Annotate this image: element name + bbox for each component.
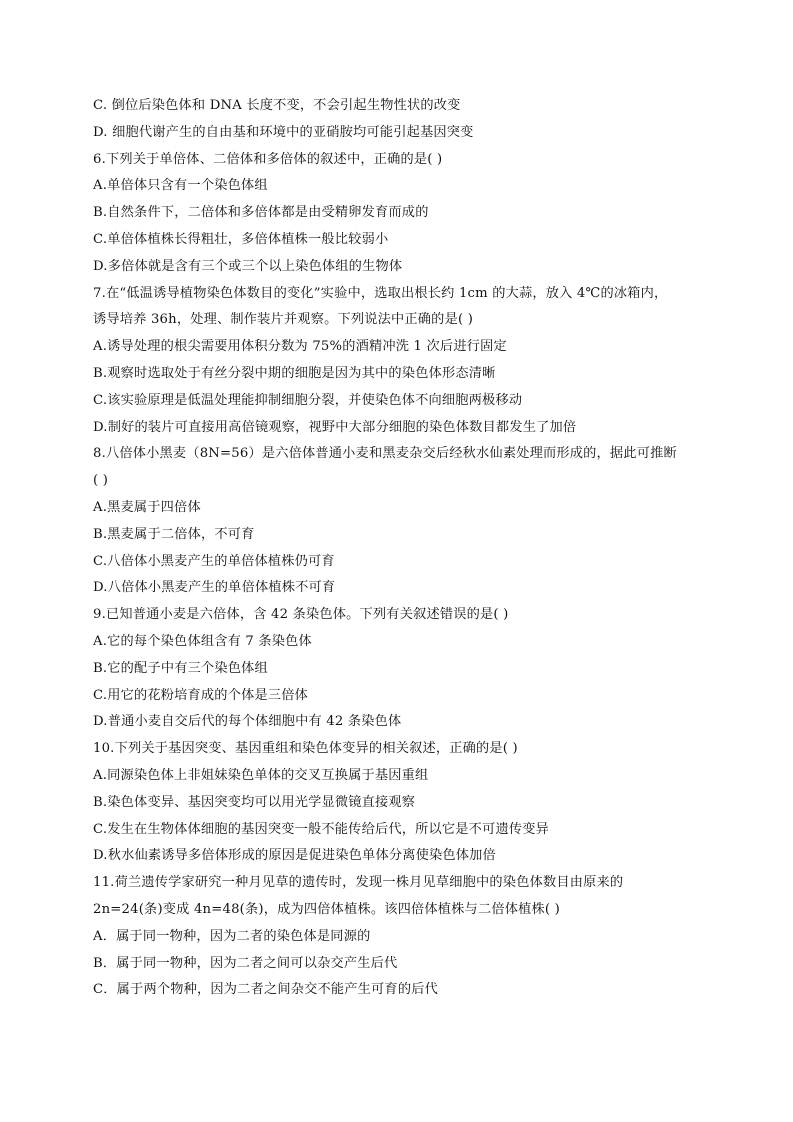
option-8c: C.八倍体小黑麦产生的单倍体植株仍可育 [93, 553, 335, 569]
option-7b: B.观察时选取处于有丝分裂中期的细胞是因为其中的染色体形态清晰 [93, 365, 496, 381]
option-9c: C.用它的花粉培育成的个体是三倍体 [93, 687, 309, 703]
question-9: 9.已知普通小麦是六倍体，含 42 条染色体。下列有关叙述错误的是( ) [93, 607, 509, 623]
option-11c: C．属于两个物种，因为二者之间杂交不能产生可育的后代 [93, 982, 438, 998]
option-8b: B.黑麦属于二倍体，不可育 [93, 526, 255, 542]
option-6a: A.单倍体只含有一个染色体组 [93, 178, 268, 194]
option-11a: A．属于同一物种，因为二者的染色体是同源的 [93, 928, 371, 944]
option-10c: C.发生在生物体体细胞的基因突变一般不能传给后代，所以它是不可遗传变异 [93, 821, 549, 837]
option-7d: D.制好的装片可直接用高倍镜观察，视野中大部分细胞的染色体数目都发生了加倍 [93, 419, 577, 435]
option-9b: B.它的配子中有三个染色体组 [93, 660, 268, 676]
option-9a: A.它的每个染色体组含有 7 条染色体 [93, 633, 312, 649]
question-8-line-2: ( ) [93, 473, 109, 489]
option-10a: A.同源染色体上非姐妹染色单体的交叉互换属于基因重组 [93, 767, 429, 783]
question-11-line-1: 11.荷兰遗传学家研究一种月见草的遗传时，发现一株月见草细胞中的染色体数目由原来的 [93, 875, 624, 891]
question-7-line-2: 诱导培养 36h，处理、制作装片并观察。下列说法中正确的是( ) [93, 312, 474, 328]
option-6c: C.单倍体植株长得粗壮，多倍体植株一般比较弱小 [93, 231, 389, 247]
option-10b: B.染色体变异、基因突变均可以用光学显微镜直接观察 [93, 794, 416, 810]
option-6b: B.自然条件下，二倍体和多倍体都是由受精卵发育而成的 [93, 205, 429, 221]
question-11-line-2: 2n=24(条)变成 4n=48(条)，成为四倍体植株。该四倍体植株与二倍体植株( ) [93, 901, 560, 917]
option-7c: C.该实验原理是低温处理能抑制细胞分裂，并使染色体不向细胞两极移动 [93, 392, 523, 408]
option-8a: A.黑麦属于四倍体 [93, 499, 201, 515]
option-9d: D.普通小麦自交后代的每个体细胞中有 42 条染色体 [93, 714, 402, 730]
option-6d: D.多倍体就是含有三个或三个以上染色体组的生物体 [93, 258, 403, 274]
option-11b: B．属于同一物种，因为二者之间可以杂交产生后代 [93, 955, 398, 971]
question-8-line-1: 8.八倍体小黑麦（8N=56）是六倍体普通小麦和黑麦杂交后经秋水仙素处理而形成的，据此可推断 [93, 446, 677, 462]
question-10: 10.下列关于基因突变、基因重组和染色体变异的相关叙述，正确的是( ) [93, 741, 518, 757]
option-7a: A.诱导处理的根尖需要用体积分数为 75%的酒精冲洗 1 次后进行固定 [93, 339, 507, 355]
option-5d: D. 细胞代谢产生的自由基和环境中的亚硝胺均可能引起基因突变 [93, 124, 474, 140]
question-7-line-1: 7.在“低温诱导植物染色体数目的变化”实验中，选取出根长约 1cm 的大蒜，放入 4℃的冰箱内， [93, 285, 668, 301]
option-5c: C. 倒位后染色体和 DNA 长度不变，不会引起生物性状的改变 [93, 98, 461, 113]
option-8d: D.八倍体小黑麦产生的单倍体植株不可育 [93, 580, 336, 596]
question-6: 6.下列关于单倍体、二倍体和多倍体的叙述中，正确的是( ) [93, 151, 443, 167]
option-10d: D.秋水仙素诱导多倍体形成的原因是促进染色单体分离使染色体加倍 [93, 848, 496, 864]
question-text-block [93, 93, 713, 1004]
